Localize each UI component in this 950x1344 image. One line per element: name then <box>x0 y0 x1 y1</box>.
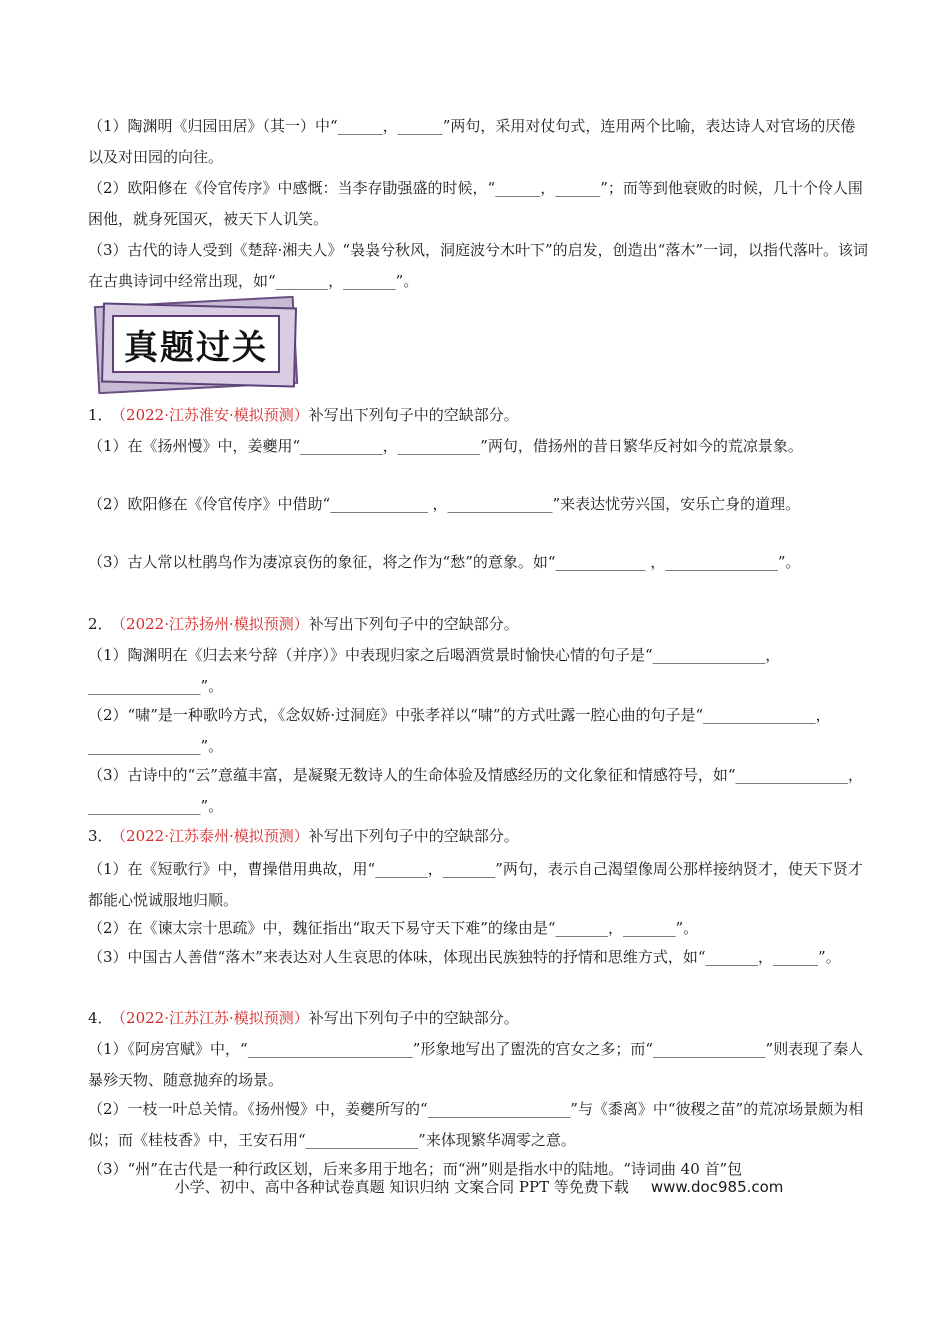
intro-item-2: （2）欧阳修在《伶官传序》中感慨：当李存勖强盛的时候，“______，______”；而等到他衰败的时候，几十个伶人围困他，就身死国灭，被天下人讥笑。 <box>88 179 863 228</box>
question-4-source: （2022·江苏江苏·模拟预测） <box>118 1009 309 1027</box>
question-1-prompt: 补写出下列句子中的空缺部分。 <box>308 406 519 424</box>
question-2-item-2: （2）“啸”是一种歌吟方式，《念奴娇·过洞庭》中张孝祥以“啸”的方式吐露一腔心曲的句子是“_______________，_______________”。 <box>88 706 831 755</box>
section-banner <box>92 297 304 389</box>
question-1-item-3: （3）古人常以杜鹃鸟作为凄凉哀伤的象征，将之作为“愁”的意象。如“____________ ，_______________”。 <box>88 553 801 571</box>
intro-item-3: （3）古代的诗人受到《楚辞·湘夫人》“袅袅兮秋风，洞庭波兮木叶下”的启发，创造出“落木”一词，以指代落叶。该词在古典诗词中经常出现，如“_______，_______”。 <box>88 241 868 290</box>
question-3-item-1: （1）在《短歌行》中，曹操借用典故，用“_______，_______”两句，表示自己渴望像周公那样接纳贤才，使天下贤才都能心悦诚服地归顺。 <box>88 860 863 909</box>
question-4-number: 4． <box>88 1009 113 1027</box>
question-3-number: 3． <box>88 827 113 845</box>
question-4-item-3: （3）“州”在古代是一种行政区划，后来多用于地名；而“洲”则是指水中的陆地。“诗词曲 40 首”包 <box>88 1160 743 1178</box>
footer-url-link[interactable]: www.doc985.com <box>650 1178 784 1196</box>
question-1-header <box>88 400 870 431</box>
question-3-item-2: （2）在《谏太宗十思疏》中，魏征指出“取天下易守天下难”的缘由是“_______，_______”。 <box>88 919 699 937</box>
question-3-header <box>88 821 870 852</box>
footer-text: 小学、初中、高中各种试卷真题 知识归纳 文案合同 PPT 等免费下载 <box>174 1178 629 1196</box>
question-2-prompt: 补写出下列句子中的空缺部分。 <box>308 615 519 633</box>
question-2-item-3: （3）古诗中的“云”意蕴丰富，是凝聚无数诗人的生命体验及情感经历的文化象征和情感符号，如“_______________，_______________”。 <box>88 766 864 815</box>
intro-item-1: （1）陶渊明《归园田居》（其一）中“______，______”两句，采用对仗句式，连用两个比喻，表达诗人对官场的厌倦以及对田园的向往。 <box>88 117 856 166</box>
question-1-item-2: （2）欧阳修在《伶官传序》中借助“_____________ ，______________”来表达忧劳兴国，安乐亡身的道理。 <box>88 495 801 513</box>
question-1-source: （2022·江苏淮安·模拟预测） <box>118 406 309 424</box>
question-2-item-1: （1）陶渊明在《归去来兮辞（并序）》中表现归家之后喝酒赏景时愉快心情的句子是“_______________，_______________”。 <box>88 646 781 695</box>
question-1-number: 1． <box>88 406 113 424</box>
question-3-prompt: 补写出下列句子中的空缺部分。 <box>308 827 519 845</box>
question-4-item-2: （2）一枝一叶总关情。《扬州慢》中，姜夔所写的“___________________”与《黍离》中“彼稷之苗”的荒凉场景颇为相似；而《桂枝香》中，王安石用“_______________”来体现繁华凋零之意。 <box>88 1100 864 1149</box>
question-4-prompt: 补写出下列句子中的空缺部分。 <box>308 1009 519 1027</box>
question-2-source: （2022·江苏扬州·模拟预测） <box>118 615 309 633</box>
question-4-item-1: （1）《阿房宫赋》中，“______________________”形象地写出了盥洗的宫女之多；而“_______________”则表现了秦人暴殄天物、随意抛弃的场景。 <box>88 1040 864 1089</box>
banner-inner <box>112 315 280 373</box>
question-2-header <box>88 609 870 640</box>
question-3-source: （2022·江苏泰州·模拟预测） <box>118 827 309 845</box>
question-1-item-1: （1）在《扬州慢》中，姜夔用“___________，___________”两句，借扬州的昔日繁华反衬如今的荒凉景象。 <box>88 437 803 455</box>
page-footer <box>88 1176 870 1198</box>
question-4-header <box>88 1003 870 1034</box>
question-3-item-3: （3）中国古人善借“落木”来表达对人生哀思的体味，体现出民族独特的抒情和思维方式，如“_______，______”。 <box>88 948 841 966</box>
banner-title: 真题过关 <box>124 327 268 368</box>
question-2-number: 2． <box>88 615 113 633</box>
